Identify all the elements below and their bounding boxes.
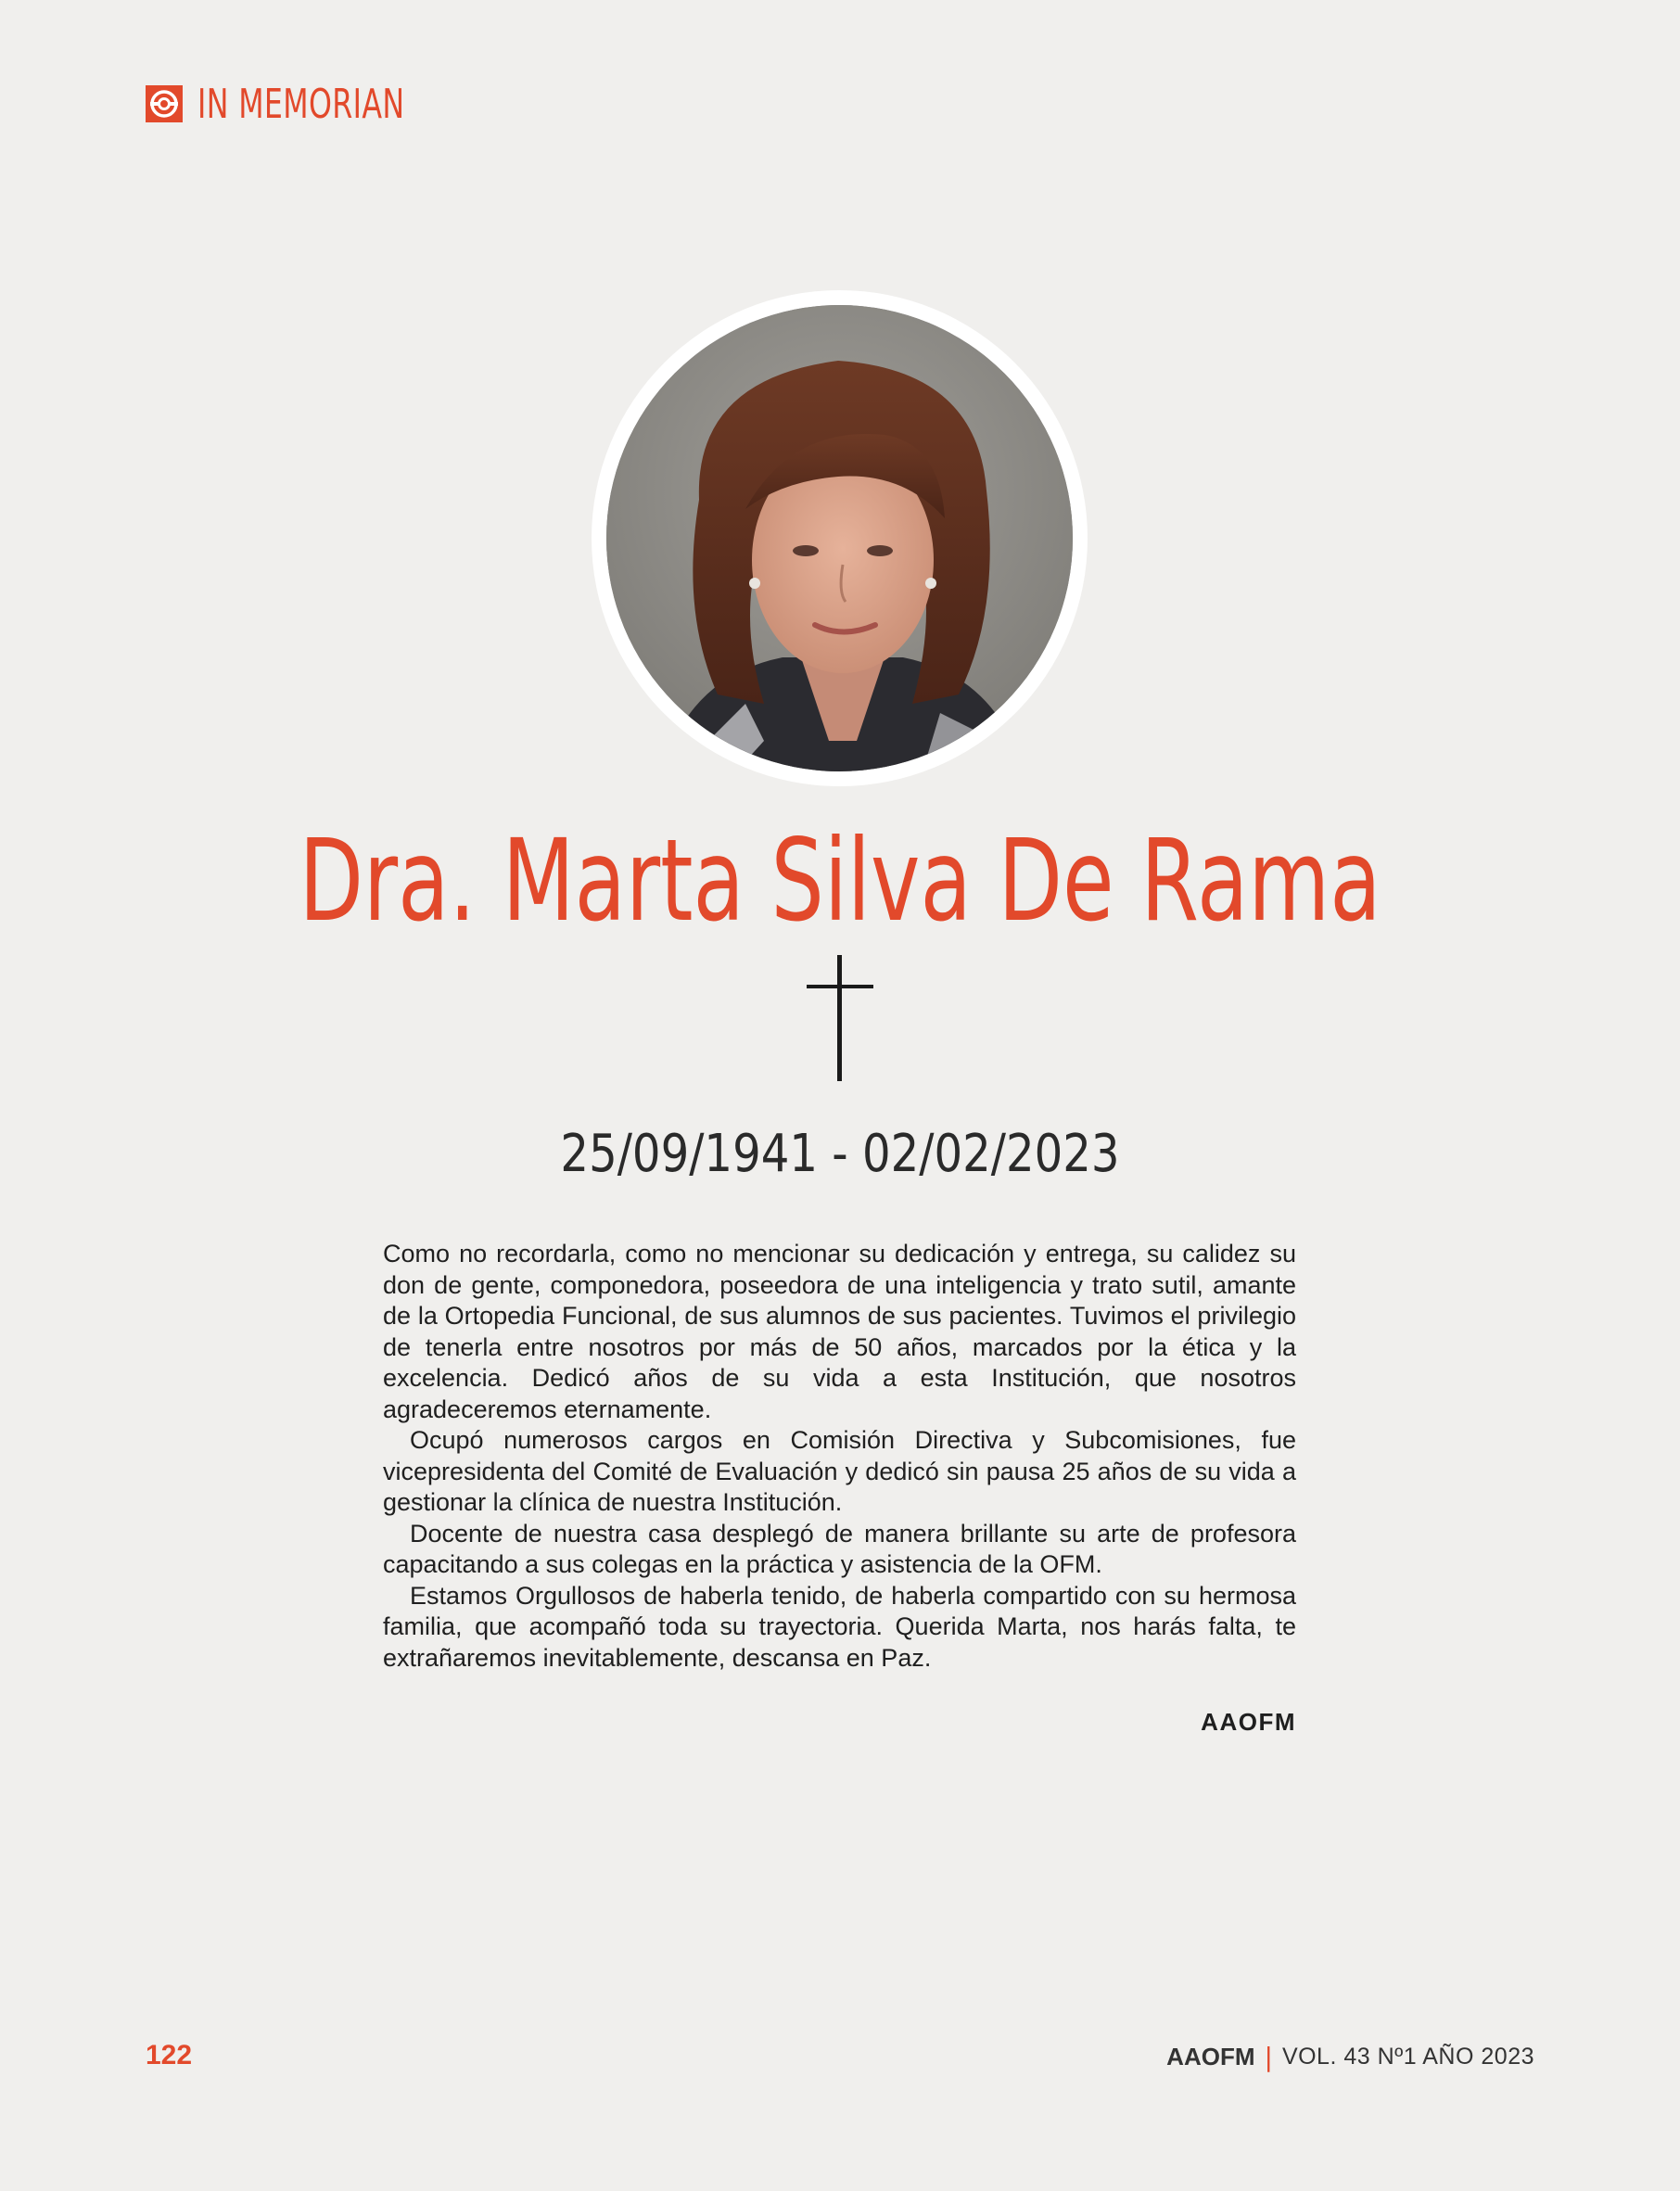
portrait-frame <box>592 290 1088 786</box>
signature: AAOFM <box>1201 1708 1296 1736</box>
tribute-paragraph: Como no recordarla, como no mencionar su dedicación y entrega, su calidez su don de gente, componedora, poseedora de una inteligencia y trato sutil, amante de la Ortopedia Funcional, de sus alumnos de sus pacientes. Tuvimos el privilegio de tenerla entre nosotros por más de 50 años, marcados por la ética y la excelencia. Dedicó años de su vida a esta Institución, que nosotros agradeceremos eternamente. <box>383 1240 1296 1423</box>
footer-journal-info <box>1166 2042 1534 2072</box>
tribute-paragraph: Ocupó numerosos cargos en Comisión Directiva y Subcomisiones, fue vicepresidenta del Comité de Evaluación y dedicó sin pausa 25 años de su vida a gestionar la clínica de nuestra Institución. <box>383 1426 1296 1516</box>
section-header <box>146 80 485 128</box>
tribute-paragraph: Estamos Orgullosos de haberla tenido, de haberla compartido con su hermosa familia, que acompañó toda su trayectoria. Querida Marta, nos harás falta, te extrañaremos inevitablemente, descansa en Paz. <box>383 1581 1296 1672</box>
footer-journal-name: AAOFM <box>1166 2043 1255 2070</box>
section-title: IN MEMORIAN <box>197 80 405 128</box>
footer-volume: VOL. 43 Nº1 AÑO 2023 <box>1281 2044 1534 2070</box>
footer-separator: | <box>1264 2042 1273 2072</box>
target-circle-icon <box>146 85 183 122</box>
tribute-text <box>383 1239 1296 1674</box>
life-dates: 25/09/1941 - 02/02/2023 <box>560 1124 1120 1184</box>
portrait-photo <box>606 305 1073 771</box>
person-name: Dra. Marta Silva De Rama <box>299 815 1381 947</box>
cross-icon <box>803 955 877 1081</box>
page-number: 122 <box>146 2040 193 2070</box>
tribute-paragraph: Docente de nuestra casa desplegó de manera brillante su arte de profesora capacitando a sus colegas en la práctica y asistencia de la OFM. <box>383 1519 1296 1578</box>
